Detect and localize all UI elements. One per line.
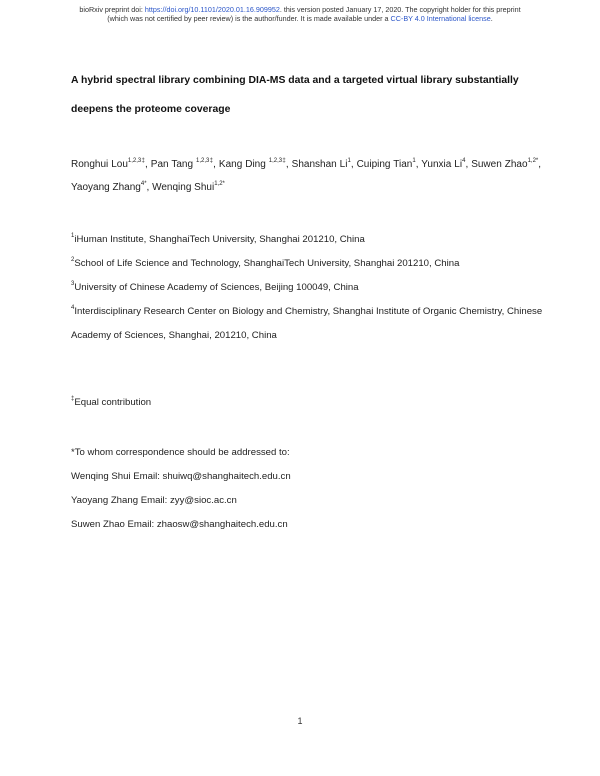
author-name: Pan Tang <box>150 159 197 170</box>
affiliation <box>71 300 551 348</box>
equal-contribution-note <box>71 393 551 413</box>
author-affiliation-mark: 1,2,3‡ <box>196 158 214 164</box>
affiliation <box>71 252 551 276</box>
page-number: 1 <box>297 716 303 726</box>
author-name: Cuiping Tian <box>356 159 413 170</box>
author-affiliation-mark: 4* <box>140 181 147 187</box>
author-affiliation-mark: 1 <box>412 158 416 164</box>
author-name: Kang Ding <box>218 159 269 170</box>
affiliation <box>71 228 551 252</box>
correspondence-block <box>71 441 551 537</box>
banner-line2-prefix: (which was not certified by peer review) is the author/funder. It is made available under a <box>107 14 391 23</box>
affiliation-number: 1 <box>71 233 75 239</box>
author-separator: , <box>285 159 292 170</box>
banner-prefix: bioRxiv preprint doi: <box>79 5 145 14</box>
contact-line: Wenqing Shui Email: shuiwq@shanghaitech.edu.cn <box>71 471 291 482</box>
author-name: Yunxia Li <box>421 159 463 170</box>
author-separator: , <box>213 159 219 170</box>
author-affiliation-mark: 1 <box>347 158 351 164</box>
doi-link[interactable]: https://doi.org/10.1101/2020.01.16.909952 <box>144 5 280 14</box>
banner-line-1 <box>0 5 600 14</box>
banner-line-2 <box>0 14 600 23</box>
author-affiliation-mark: 1,2* <box>527 158 539 164</box>
author-name: Ronghui Lou <box>71 159 128 170</box>
affiliation-text: iHuman Institute, ShanghaiTech University, Shanghai 201210, China <box>74 234 365 245</box>
author-separator: , <box>415 159 422 170</box>
author-separator: , <box>145 159 151 170</box>
correspondence-intro: *To whom correspondence should be addressed to: <box>71 447 290 458</box>
author-affiliation-mark: 4 <box>462 158 466 164</box>
paper-title: A hybrid spectral library combining DIA-MS data and a targeted virtual library substantially deepens the proteome coverage <box>71 75 519 115</box>
affiliation-text: School of Life Science and Technology, ShanghaiTech University, Shanghai 201210, China <box>74 258 460 269</box>
author-name: Wenqing Shui <box>152 182 215 193</box>
banner-posted: . this version posted January 17, 2020. The copyright holder for this preprint <box>279 5 521 14</box>
affiliation <box>71 276 551 300</box>
affiliation-text: Interdisciplinary Research Center on Biology and Chemistry, Shanghai Institute of Organic Chemistry, Chinese Academy of Sciences, Shanghai, 201210, China <box>71 306 543 341</box>
author-name: Suwen Zhao <box>471 159 528 170</box>
affiliation-text: University of Chinese Academy of Sciences, Beijing 100049, China <box>74 282 359 293</box>
banner-line2-suffix: . <box>490 14 493 23</box>
author-affiliation-mark: 1,2,3‡ <box>268 158 286 164</box>
author-separator: , <box>350 159 357 170</box>
license-link[interactable]: CC-BY 4.0 International license <box>390 14 491 23</box>
author-name: Yaoyang Zhang <box>71 182 141 193</box>
contact-line: Yaoyang Zhang Email: zyy@sioc.ac.cn <box>71 495 237 506</box>
affiliation-number: 4 <box>71 305 75 311</box>
contact-line: Suwen Zhao Email: zhaosw@shanghaitech.edu.cn <box>71 519 288 530</box>
author-affiliation-mark: 1,2* <box>214 181 225 187</box>
author-separator: , <box>465 159 472 170</box>
affiliation-list <box>71 228 551 348</box>
author-affiliation-mark: 1,2,3‡ <box>127 158 146 164</box>
affiliation-number: 3 <box>71 281 75 287</box>
author-separator: , <box>538 159 542 170</box>
author-name: Shanshan Li <box>291 159 348 170</box>
affiliation-number: 2 <box>71 257 75 263</box>
author-separator: , <box>146 182 153 193</box>
equal-text: Equal contribution <box>74 397 152 408</box>
preprint-banner <box>0 5 600 23</box>
author-list <box>71 153 541 199</box>
equal-mark: ‡ <box>71 396 75 402</box>
